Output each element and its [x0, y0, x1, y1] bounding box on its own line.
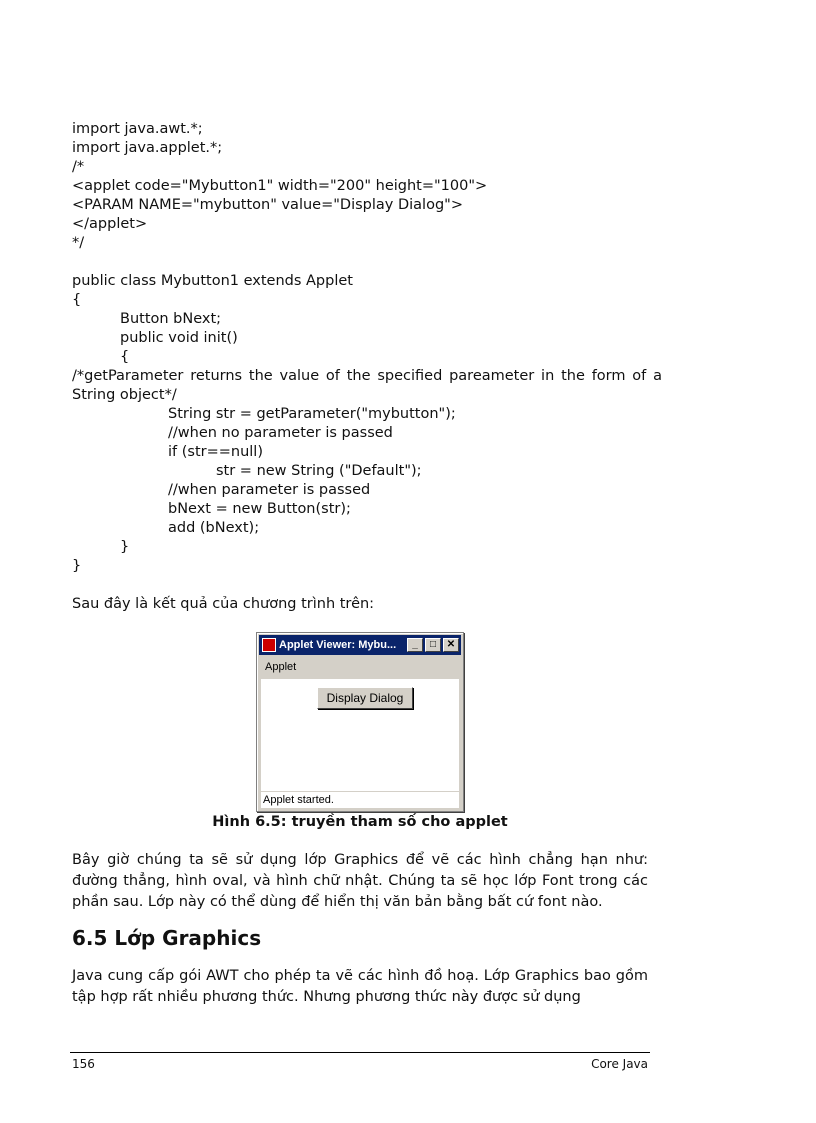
code-line: bNext = new Button(str);: [168, 501, 351, 517]
code-line: }: [120, 539, 130, 555]
figure-caption: Hình 6.5: truyền tham số cho applet: [212, 814, 508, 830]
code-listing: [72, 120, 662, 576]
code-line: Button bNext;: [120, 311, 222, 327]
maximize-button[interactable]: □: [425, 638, 441, 652]
code-line: import java.applet.*;: [72, 140, 223, 156]
window-title: Applet Viewer: Mybu...: [279, 639, 397, 651]
code-line: add (bNext);: [168, 520, 260, 536]
code-comment: /*getParameter returns the value of the specified pareameter in the form of a String object*/: [72, 368, 662, 403]
code-line: /*: [72, 159, 85, 175]
code-line: {: [120, 349, 130, 365]
java-app-icon: [262, 638, 276, 652]
section-heading: 6.5 Lớp Graphics: [72, 926, 262, 950]
code-line: //when parameter is passed: [168, 482, 371, 498]
code-line: [72, 253, 662, 272]
code-line: }: [72, 558, 82, 574]
applet-area: [261, 679, 459, 791]
close-button[interactable]: ✕: [443, 638, 459, 652]
code-line: public class Mybutton1 extends Applet: [72, 273, 353, 289]
running-title: Core Java: [591, 1057, 648, 1071]
code-line: <applet code="Mybutton1" width="200" height="100">: [72, 178, 488, 194]
code-line: {: [72, 292, 82, 308]
code-line: String str = getParameter("mybutton");: [168, 406, 456, 422]
code-line: </applet>: [72, 216, 148, 232]
display-dialog-button[interactable]: Display Dialog: [317, 687, 413, 709]
code-line: str = new String ("Default");: [216, 463, 422, 479]
paragraph: Java cung cấp gói AWT cho phép ta vẽ các hình đồ hoạ. Lớp Graphics bao gồm tập hợp rất nhiều phương thức. Nhưng phương thức này được sử dụng: [72, 968, 648, 1005]
footer-divider: [70, 1052, 650, 1053]
applet-viewer-window: [256, 632, 464, 812]
title-bar[interactable]: [259, 635, 461, 655]
minimize-button[interactable]: _: [407, 638, 423, 652]
status-bar: Applet started.: [261, 792, 459, 808]
code-line: //when no parameter is passed: [168, 425, 393, 441]
menu-applet[interactable]: Applet: [265, 661, 297, 673]
code-line: import java.awt.*;: [72, 121, 203, 137]
code-line: <PARAM NAME="mybutton" value="Display Dialog">: [72, 197, 463, 213]
code-line: if (str==null): [168, 444, 263, 460]
page-number: 156: [72, 1057, 95, 1071]
intro-text: Sau đây là kết quả của chương trình trên:: [72, 596, 375, 612]
code-line: public void init(): [120, 330, 238, 346]
paragraph: Bây giờ chúng ta sẽ sử dụng lớp Graphics để vẽ các hình chẳng hạn như: đường thẳng, hình oval, và hình chữ nhật. Chúng ta sẽ học lớp Font trong các phần sau. Lớp này có thể dùng để hiển thị văn bản bằng bất cứ font nào.: [72, 852, 648, 910]
code-line: */: [72, 235, 85, 251]
